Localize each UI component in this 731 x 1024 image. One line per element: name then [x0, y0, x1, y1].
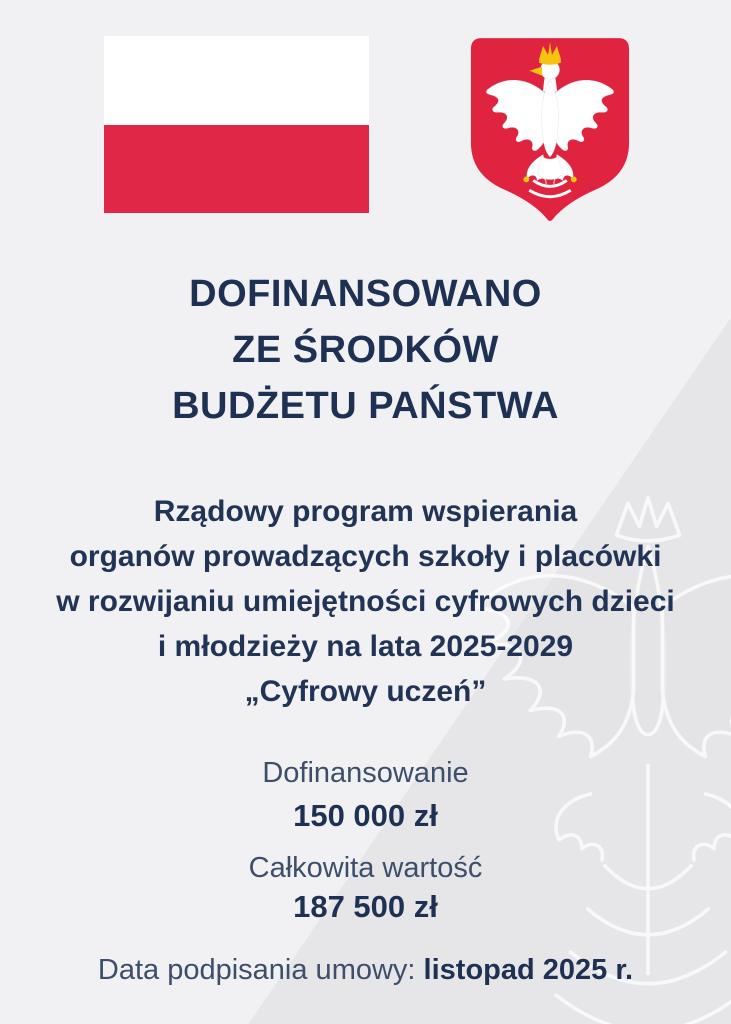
program-line: „Cyfrowy uczeń”	[244, 675, 487, 708]
poster-title	[0, 266, 731, 434]
program-line: w rozwijaniu umiejętności cyfrowych dzieci	[56, 585, 675, 618]
signature-date-line	[0, 952, 731, 988]
total-value-amount: 187 500 zł	[293, 889, 438, 924]
funding-label: Dofinansowanie	[262, 757, 469, 789]
program-line: Rządowy program wspierania	[153, 495, 578, 528]
funding-amount: 150 000 zł	[293, 798, 438, 833]
signature-date-value: listopad 2025 r.	[423, 954, 634, 986]
title-line: DOFINANSOWANO	[189, 273, 542, 315]
poland-coat-of-arms-icon	[466, 33, 634, 229]
signature-date-label: Data podpisania umowy:	[97, 954, 424, 986]
title-line: ZE ŚRODKÓW	[232, 329, 499, 371]
title-line: BUDŻETU PAŃSTWA	[172, 385, 559, 427]
flag-white-stripe	[104, 36, 369, 125]
program-line: i młodzieży na lata 2025-2029	[157, 630, 574, 663]
poland-flag-icon	[104, 36, 369, 213]
program-line: organów prowadzących szkoły i placówki	[69, 540, 662, 573]
total-value-label: Całkowita wartość	[248, 852, 483, 884]
program-description	[0, 489, 731, 714]
flag-red-stripe	[104, 125, 369, 214]
